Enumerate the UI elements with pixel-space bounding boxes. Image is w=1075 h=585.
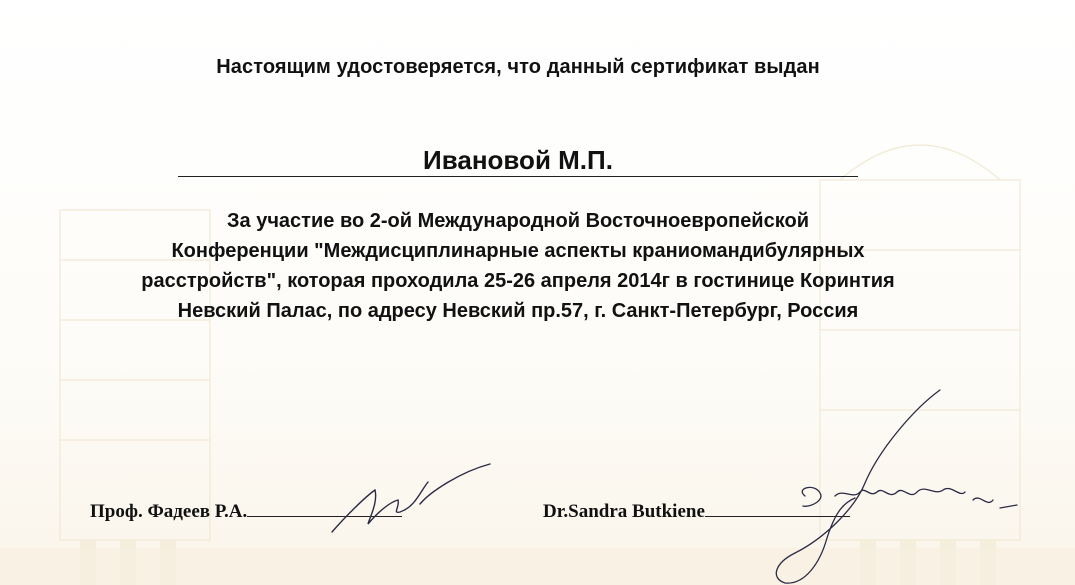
signatory-name-right: Dr.Sandra Butkiene bbox=[543, 501, 705, 522]
body-line: расстройств", которая проходила 25-26 апреля 2014г в гостинице Коринтия bbox=[141, 270, 895, 292]
recipient-underline bbox=[178, 176, 858, 177]
body-line: За участие во 2-ой Международной Восточноевропейской bbox=[226, 210, 809, 232]
signatory-name-left: Проф. Фадеев Р.А. bbox=[90, 501, 248, 522]
recipient-name: Ивановой М.П. bbox=[423, 145, 613, 175]
body-line: Невский Палас, по адресу Невский пр.57, г. Санкт-Петербург, Россия bbox=[177, 300, 859, 322]
handwritten-signature-left bbox=[320, 462, 500, 542]
body-line: Конференции "Междисциплинарные аспекты краниомандибулярных bbox=[171, 240, 865, 262]
certificate-intro: Настоящим удостоверяется, что данный сертификат выдан bbox=[216, 56, 820, 78]
certificate-body bbox=[0, 206, 1036, 326]
handwritten-signature-right bbox=[765, 388, 1020, 585]
